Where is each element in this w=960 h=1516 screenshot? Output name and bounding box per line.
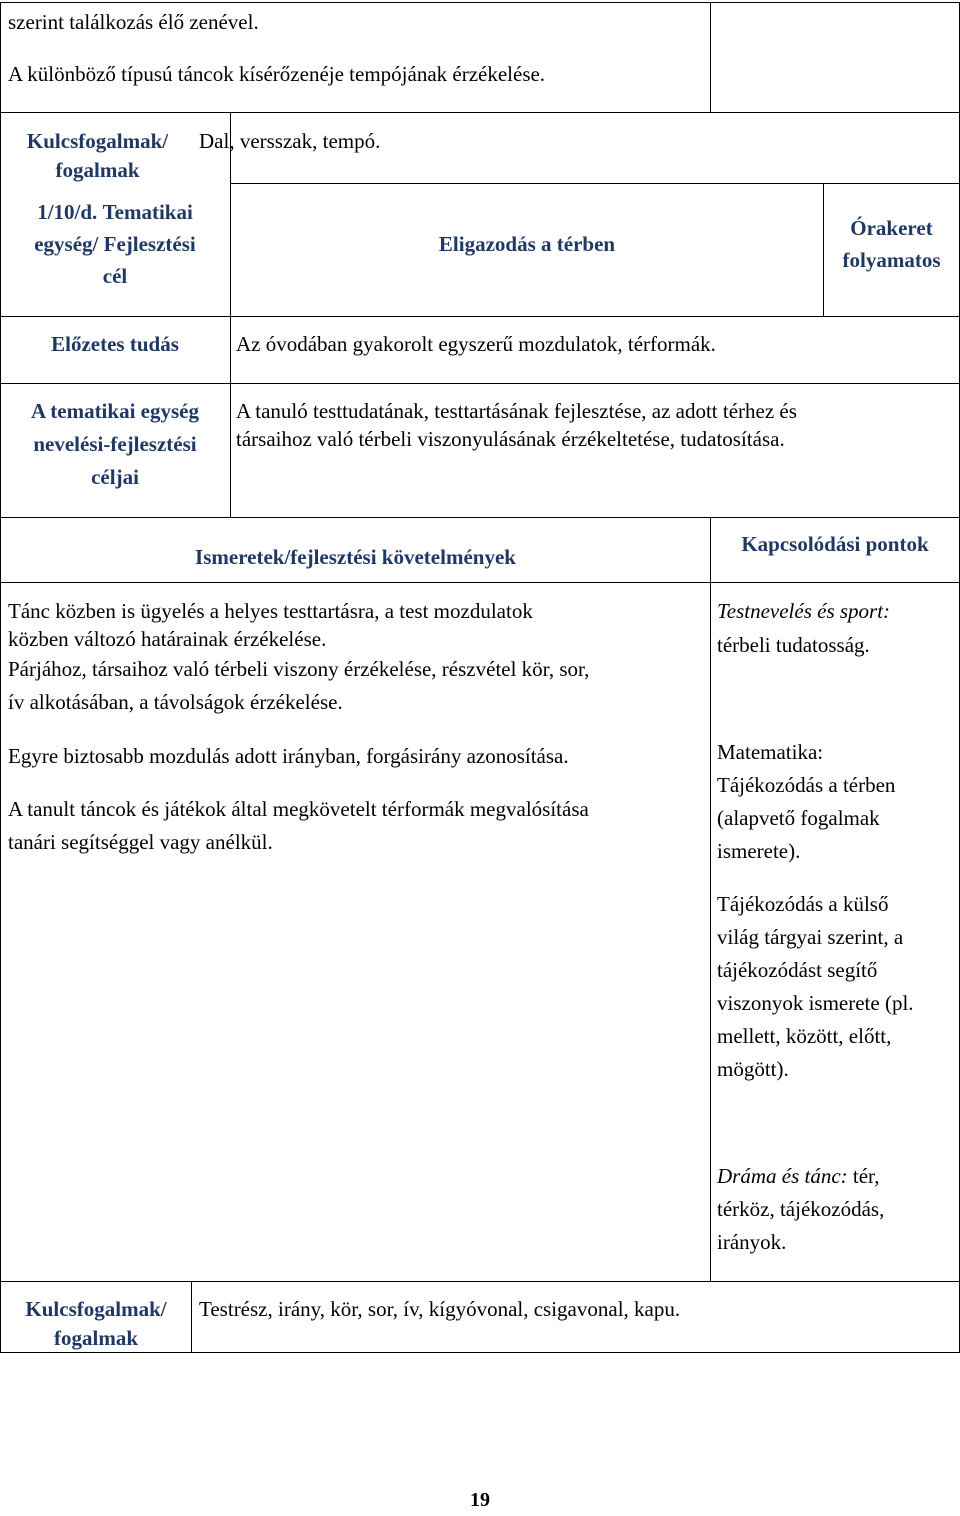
pe-text: térbeli tudatosság. bbox=[717, 633, 870, 657]
requirements-header: Ismeretek/fejlesztési követelmények bbox=[195, 545, 516, 569]
goals-label-line-2: nevelési-fejlesztési bbox=[33, 432, 197, 456]
keywords2-label-line-1: Kulcsfogalmak/ bbox=[25, 1297, 167, 1321]
timeframe-label: Órakeret bbox=[850, 216, 933, 240]
orientation-line-3: tájékozódást segítő bbox=[717, 958, 878, 982]
math-line-1: Tájékozódás a térben bbox=[717, 773, 896, 797]
keywords-value: Dal, versszak, tempó. bbox=[199, 129, 381, 153]
requirements-p2: Egyre biztosabb mozdulás adott irányban, forgásirány azonosítása. bbox=[8, 744, 569, 768]
goals-value-line-2: társaihoz való térbeli viszonyulásának érzékeltetése, tudatosítása. bbox=[236, 427, 785, 451]
pe-subject: Testnevelés és sport: bbox=[717, 599, 891, 623]
top-text-line-2: A különböző típusú táncok kísérőzenéje tempójának érzékelése. bbox=[8, 62, 546, 86]
top-row-right-cell bbox=[710, 2, 960, 113]
math-line-2: (alapvető fogalmak bbox=[717, 806, 880, 830]
requirements-p1-line-2: közben változó határainak érzékelése. bbox=[8, 627, 327, 651]
timeframe-value: folyamatos bbox=[842, 248, 941, 272]
math-line-3: ismerete). bbox=[717, 839, 801, 863]
requirements-p3-line-2: tanári segítséggel vagy anélkül. bbox=[8, 830, 273, 854]
prior-label: Előzetes tudás bbox=[51, 332, 179, 356]
requirements-p1-line-4: ív alkotásában, a távolságok érzékelése. bbox=[8, 690, 343, 714]
keywords2-label-line-2: fogalmak bbox=[54, 1326, 138, 1350]
drama-text: tér, bbox=[847, 1164, 880, 1188]
unit-label-line-2: egység/ Fejlesztési bbox=[34, 232, 196, 256]
unit-title: Eligazodás a térben bbox=[438, 232, 616, 256]
requirements-p1-line-3: Párjához, társaihoz való térbeli viszony érzékelése, részvétel kör, sor, bbox=[8, 657, 590, 681]
orientation-line-4: viszonyok ismerete (pl. bbox=[717, 991, 914, 1015]
requirements-p3-line-1: A tanult táncok és játékok által megkövetelt térformák megvalósítása bbox=[8, 797, 589, 821]
unit-number: 1/10/d. bbox=[37, 200, 98, 224]
goals-label-line-1: A tematikai egység bbox=[31, 399, 199, 423]
prior-value: Az óvodában gyakorolt egyszerű mozdulatok, térformák. bbox=[236, 332, 716, 356]
connections-header: Kapcsolódási pontok bbox=[741, 532, 929, 556]
keywords-label-line-1: Kulcsfogalmak/ bbox=[26, 129, 169, 153]
requirements-p1-line-1: Tánc közben is ügyelés a helyes testtartásra, a test mozdulatok bbox=[8, 599, 533, 623]
unit-label-line-1 bbox=[0, 196, 230, 228]
orientation-line-5: mellett, között, előtt, bbox=[717, 1024, 892, 1048]
top-text-line-1: szerint találkozás élő zenével. bbox=[8, 10, 259, 34]
unit-label-line-3: cél bbox=[102, 264, 128, 288]
keywords-label-line-2: fogalmak bbox=[55, 158, 140, 182]
math-subject: Matematika: bbox=[717, 740, 824, 764]
page-number: 19 bbox=[470, 1489, 490, 1511]
unit-label-tematikai: Tematikai bbox=[102, 200, 193, 224]
keywords2-value: Testrész, irány, kör, sor, ív, kígyóvonal, csigavonal, kapu. bbox=[199, 1297, 681, 1321]
drama-line-1 bbox=[717, 1160, 879, 1192]
drama-line-3: irányok. bbox=[717, 1230, 787, 1254]
orientation-line-1: Tájékozódás a külső bbox=[717, 892, 889, 916]
goals-value-line-1: A tanuló testtudatának, testtartásának fejlesztése, az adott térhez és bbox=[236, 399, 797, 423]
drama-line-2: térköz, tájékozódás, bbox=[717, 1197, 885, 1221]
orientation-line-2: világ tárgyai szerint, a bbox=[717, 925, 904, 949]
orientation-line-6: mögött). bbox=[717, 1057, 789, 1081]
goals-label-line-3: céljai bbox=[91, 465, 139, 489]
drama-subject: Dráma és tánc: bbox=[717, 1164, 848, 1188]
